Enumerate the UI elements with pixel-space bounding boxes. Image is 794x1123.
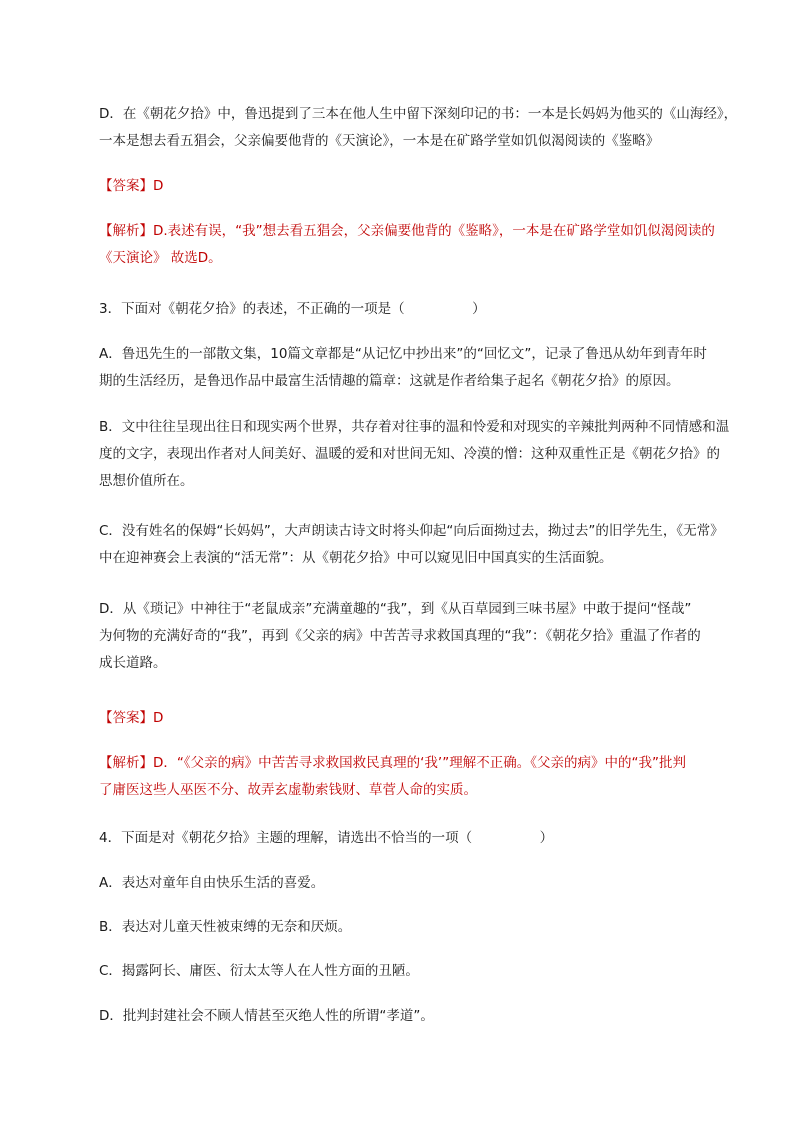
q3-option-d-line-1: D．从《琐记》中神往于“老鼠成亲”充满童趣的“我”，到《从百草园到三味书屋》中敢于提问“怪哉”: [99, 601, 692, 617]
q3-analysis-line-2: 了庸医这些人巫医不分、故弄玄虚勒索钱财、草菅人命的实质。: [99, 782, 477, 798]
q3-stem: [99, 296, 729, 323]
q3-option-d-line-3: 成长道路。: [99, 655, 167, 671]
q4-option-c: [99, 958, 729, 985]
analysis-tag: 【解析】: [99, 755, 153, 771]
q2-option-d: [99, 101, 738, 155]
q4-stem-text: 4．下面是对《朝花夕拾》主题的理解，请选出不恰当的一项（ ）: [99, 830, 554, 846]
q4-option-c-text: C．揭露阿长、庸医、衍太太等人在人性方面的丑陋。: [99, 963, 419, 979]
q2-answer: [99, 173, 729, 200]
q4-option-b: [99, 914, 729, 941]
answer-tag: 【答案】: [99, 178, 153, 194]
q2-analysis: [99, 218, 729, 272]
analysis-tag: 【解析】: [99, 223, 153, 239]
answer-tag: 【答案】: [99, 710, 153, 726]
q3-answer: [99, 705, 729, 732]
q4-stem: [99, 825, 729, 852]
q3-option-c-line-2: 中在迎神赛会上表演的“活无常”：从《朝花夕拾》中可以窥见旧中国真实的生活面貌。: [99, 550, 613, 566]
q3-option-d: [99, 596, 729, 677]
q3-option-a-line-1: A．鲁迅先生的一部散文集，10篇文章都是“从记忆中抄出来”的“回忆文”，记录了鲁迅从幼年到青年时: [99, 346, 707, 362]
q3-option-c: [99, 518, 729, 572]
q3-option-d-line-2: 为何物的充满好奇的“我”，再到《父亲的病》中苦苦寻求救国真理的“我”：《朝花夕拾》重温了作者的: [99, 628, 701, 644]
q4-option-a: [99, 870, 729, 897]
q3-analysis-line-1: D．“《父亲的病》中苦苦寻求救国救民真理的‘我’”理解不正确。《父亲的病》中的“我”批判: [153, 755, 686, 771]
q2-option-d-line-2: 一本是想去看五猖会，父亲偏要他背的《天演论》，一本是在矿路学堂如饥似渴阅读的《鉴略》: [99, 133, 660, 149]
q3-option-b-line-1: B．文中往往呈现出往日和现实两个世界，共存着对往事的温和怜爱和对现实的辛辣批判两种不同情感和温: [99, 419, 730, 435]
answer-value: D: [153, 178, 164, 194]
q4-option-a-text: A．表达对童年自由快乐生活的喜爱。: [99, 875, 325, 891]
q4-option-d: [99, 1003, 729, 1030]
q3-option-b: [99, 414, 729, 495]
q3-option-b-line-3: 思想价值所在。: [99, 473, 194, 489]
q4-option-d-text: D．批判封建社会不顾人情甚至灭绝人性的所谓“孝道”。: [99, 1008, 434, 1024]
q3-option-b-line-2: 度的文字，表现出作者对人间美好、温暖的爱和对世间无知、冷漠的憎：这种双重性正是《朝花夕拾》的: [99, 446, 720, 462]
q3-stem-text: 3．下面对《朝花夕拾》的表述，不正确的一项是（ ）: [99, 301, 486, 317]
q4-option-b-text: B．表达对儿童天性被束缚的无奈和厌烦。: [99, 919, 352, 935]
q3-option-a: [99, 341, 729, 395]
q3-option-a-line-2: 期的生活经历，是鲁迅作品中最富生活情趣的篇章：这就是作者给集子起名《朝花夕拾》的原因。: [99, 373, 680, 389]
q3-option-c-line-1: C．没有姓名的保姆“长妈妈”，大声朗读古诗文时将头仰起“向后面拗过去，拗过去”的旧学先生，《无常》: [99, 523, 724, 539]
q3-analysis: [99, 750, 729, 804]
q2-analysis-line-1: D.表述有误，“我”想去看五猖会，父亲偏要他背的《鉴略》，一本是在矿路学堂如饥似渴阅读的: [153, 223, 715, 239]
answer-value: D: [153, 710, 164, 726]
q2-option-d-line-1: D．在《朝花夕拾》中，鲁迅提到了三本在他人生中留下深刻印记的书：一本是长妈妈为他买的《山海经》，: [99, 106, 738, 122]
q2-analysis-line-2: 《天演论》 故选D。: [99, 250, 222, 266]
